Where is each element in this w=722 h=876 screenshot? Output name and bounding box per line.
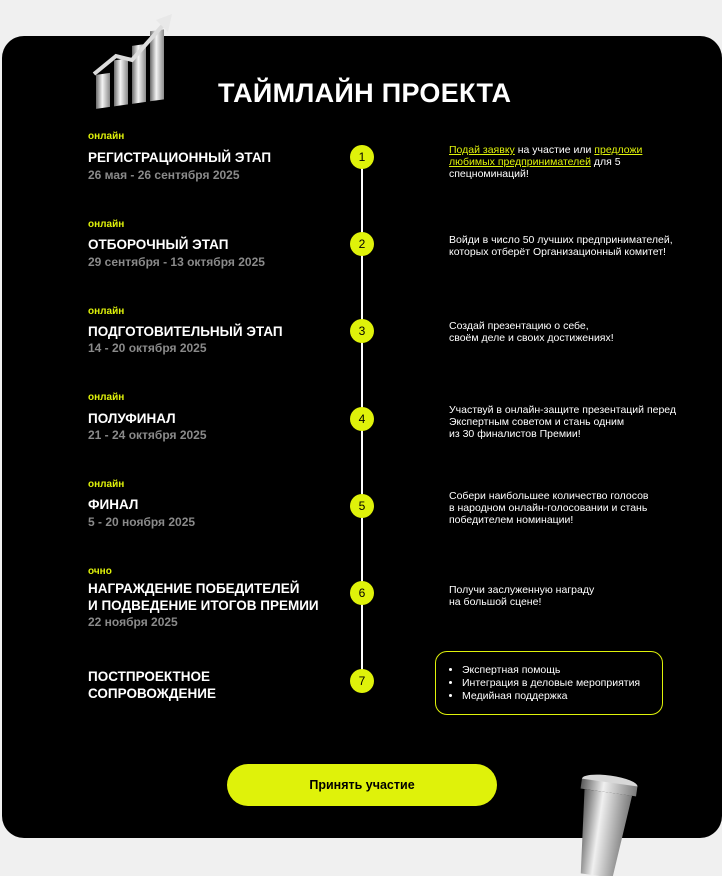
growth-chart-icon xyxy=(88,12,178,116)
stage-dates: 21 - 24 октября 2025 xyxy=(88,428,207,442)
stage-dates: 22 ноября 2025 xyxy=(88,615,178,629)
stage-number-badge: 6 xyxy=(350,581,374,605)
support-list-box xyxy=(435,651,663,715)
stage-name: ОТБОРОЧНЫЙ ЭТАП xyxy=(88,237,229,252)
list-item: • Интеграция в деловые мероприятия xyxy=(462,677,640,690)
list-item: • Экспертная помощь xyxy=(462,664,640,677)
stage-number-badge: 1 xyxy=(350,145,374,169)
stage-tag: онлайн xyxy=(88,306,125,317)
stage-name: ПОСТПРОЕКТНОЕ СОПРОВОЖДЕНИЕ xyxy=(88,669,216,701)
stage-description: Получи заслуженную награду на большой сцене! xyxy=(449,584,595,608)
stage-tag: онлайн xyxy=(88,479,125,490)
stage-description: Участвуй в онлайн-защите презентаций перед Экспертным советом и стань одним из 30 финалистов Премии! xyxy=(449,404,677,440)
stage-name: РЕГИСТРАЦИОННЫЙ ЭТАП xyxy=(88,150,272,165)
nominate-link[interactable]: предложи любимых предпринимателей xyxy=(449,144,643,168)
stage-name: ПОЛУФИНАЛ xyxy=(88,411,176,426)
stage-dates: 26 мая - 26 сентября 2025 xyxy=(88,168,240,182)
stage-tag: очно xyxy=(88,566,112,577)
page-title: ТАЙМЛАЙН ПРОЕКТА xyxy=(218,78,512,108)
stage-number-badge: 2 xyxy=(350,232,374,256)
stage-tag: онлайн xyxy=(88,131,125,142)
coffee-cup-icon xyxy=(568,770,638,876)
stage-number-badge: 7 xyxy=(350,669,374,693)
stage-description: Войди в число 50 лучших предпринимателей, которых отберёт Организационный комитет! xyxy=(449,234,673,258)
stage-description: Создай презентацию о себе, своём деле и своих достижениях! xyxy=(449,320,614,344)
stage-dates: 29 сентября - 13 октября 2025 xyxy=(88,255,265,269)
stage-number-badge: 5 xyxy=(350,494,374,518)
stage-name: ФИНАЛ xyxy=(88,497,139,512)
apply-link[interactable]: Подай заявку xyxy=(449,144,515,156)
stage-tag: онлайн xyxy=(88,392,125,403)
stage-description: Собери наибольшее количество голосов в народном онлайн-голосовании и стань победителем номинации! xyxy=(449,490,649,526)
stage-dates: 5 - 20 ноября 2025 xyxy=(88,515,196,529)
stage-number-badge: 3 xyxy=(350,319,374,343)
stage-tag: онлайн xyxy=(88,219,125,230)
stage-name: ПОДГОТОВИТЕЛЬНЫЙ ЭТАП xyxy=(88,324,283,339)
list-item: • Медийная поддержка xyxy=(462,690,640,703)
stage-dates: 14 - 20 октября 2025 xyxy=(88,341,207,355)
stage-number-badge: 4 xyxy=(350,407,374,431)
stage-name: НАГРАЖДЕНИЕ ПОБЕДИТЕЛЕЙ И ПОДВЕДЕНИЕ ИТОГОВ ПРЕМИИ xyxy=(88,581,319,613)
participate-button[interactable]: Принять участие xyxy=(227,764,497,806)
support-list xyxy=(436,664,640,703)
stage-description: Подай заявку на участие или предложи любимых предпринимателей для 5 спецноминаций! xyxy=(449,144,643,180)
